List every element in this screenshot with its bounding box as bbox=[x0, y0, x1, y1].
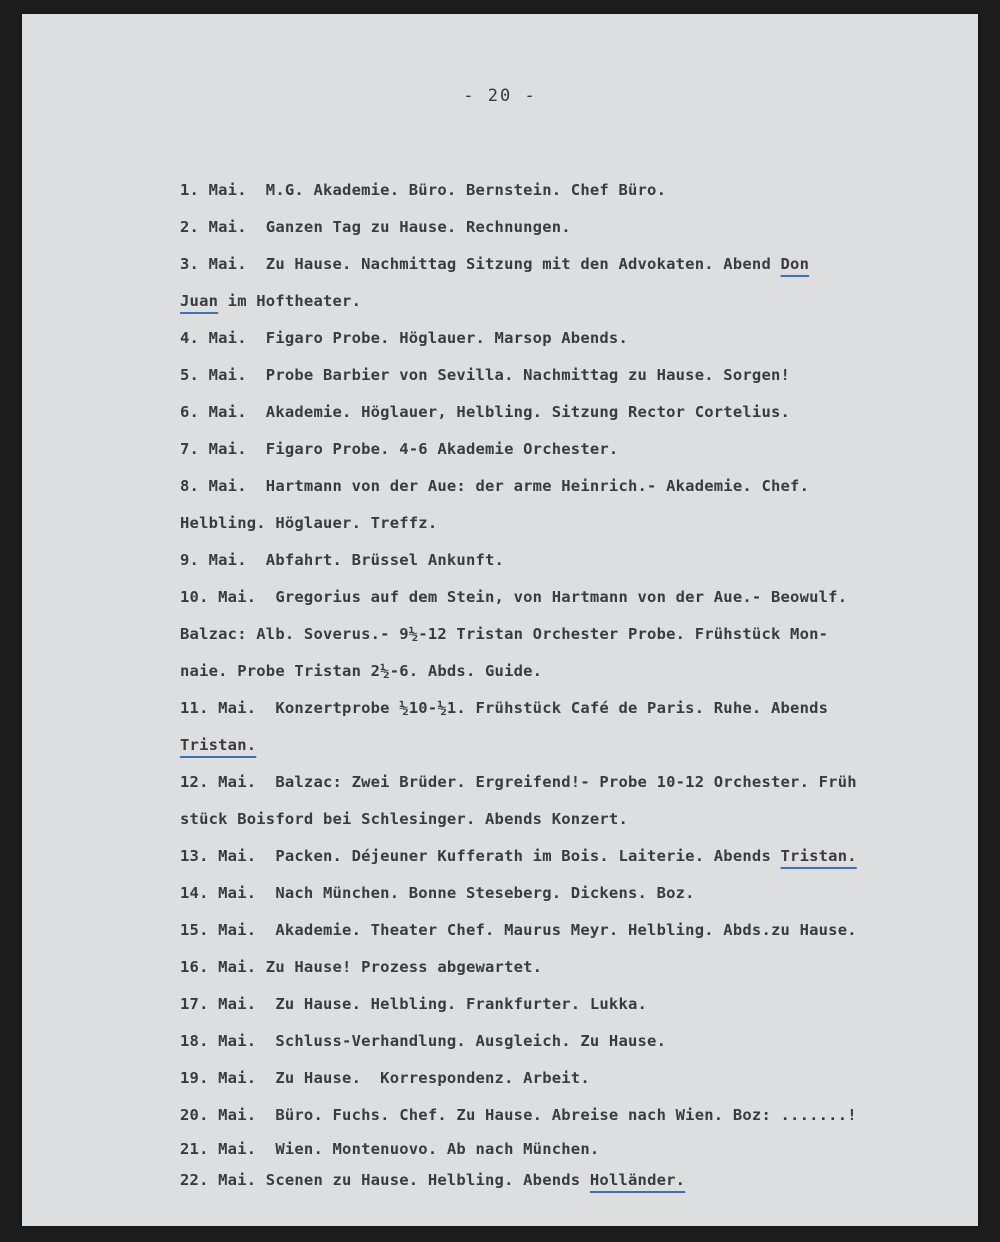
diary-line bbox=[180, 949, 970, 986]
line-text: 9. Mai. Abfahrt. Brüssel Ankunft. bbox=[180, 551, 505, 569]
diary-line bbox=[180, 431, 970, 468]
diary-line bbox=[180, 283, 970, 320]
diary-line bbox=[180, 1023, 970, 1060]
line-text: 8. Mai. Hartmann von der Aue: der arme Heinrich.- Akademie. Chef. bbox=[180, 477, 810, 495]
line-text: 12. Mai. Balzac: Zwei Brüder. Ergreifend!- Probe 10-12 Orchester. Früh bbox=[180, 773, 857, 791]
underlined-text: Holländer. bbox=[589, 1171, 686, 1189]
line-text: Balzac: Alb. Soverus.- 9½-12 Tristan Orchester Probe. Frühstück Mon- bbox=[180, 625, 829, 643]
line-text: 2. Mai. Ganzen Tag zu Hause. Rechnungen. bbox=[180, 218, 571, 236]
diary-line bbox=[180, 690, 970, 727]
document-page bbox=[22, 14, 978, 1226]
line-text: 7. Mai. Figaro Probe. 4-6 Akademie Orchester. bbox=[180, 440, 619, 458]
diary-line bbox=[180, 912, 970, 949]
line-text: 5. Mai. Probe Barbier von Sevilla. Nachmittag zu Hause. Sorgen! bbox=[180, 366, 791, 384]
diary-line bbox=[180, 838, 970, 875]
line-text: 19. Mai. Zu Hause. Korrespondenz. Arbeit. bbox=[180, 1069, 590, 1087]
diary-line bbox=[180, 875, 970, 912]
diary-line bbox=[180, 764, 970, 801]
diary-line bbox=[180, 727, 970, 764]
line-text: Helbling. Höglauer. Treffz. bbox=[180, 514, 438, 532]
page-number: - 20 - bbox=[463, 86, 537, 106]
line-text: 1. Mai. M.G. Akademie. Büro. Bernstein. Chef Büro. bbox=[180, 181, 667, 199]
line-text: 22. Mai. Scenen zu Hause. Helbling. Abends bbox=[180, 1171, 590, 1189]
diary-line bbox=[180, 1134, 970, 1165]
line-text: 6. Mai. Akademie. Höglauer, Helbling. Sitzung Rector Cortelius. bbox=[180, 403, 791, 421]
diary-line bbox=[180, 1060, 970, 1097]
line-text: 11. Mai. Konzertprobe ½10-½1. Frühstück Café de Paris. Ruhe. Abends bbox=[180, 699, 829, 717]
line-text: 15. Mai. Akademie. Theater Chef. Maurus Meyr. Helbling. Abds.zu Hause. bbox=[180, 921, 857, 939]
diary-line bbox=[180, 320, 970, 357]
diary-line bbox=[180, 246, 970, 283]
underlined-text: Tristan. bbox=[780, 847, 857, 865]
line-text: stück Boisford bei Schlesinger. Abends Konzert. bbox=[180, 810, 628, 828]
diary-line bbox=[180, 616, 970, 653]
diary-line bbox=[180, 357, 970, 394]
diary-line bbox=[180, 1097, 970, 1134]
diary-line bbox=[180, 172, 970, 209]
line-text: 14. Mai. Nach München. Bonne Steseberg. Dickens. Boz. bbox=[180, 884, 695, 902]
diary-line bbox=[180, 579, 970, 616]
line-text: 21. Mai. Wien. Montenuovo. Ab nach München. bbox=[180, 1140, 600, 1158]
line-text: im Hoftheater. bbox=[218, 292, 362, 310]
diary-line bbox=[180, 394, 970, 431]
diary-line bbox=[180, 505, 970, 542]
line-text: 13. Mai. Packen. Déjeuner Kufferath im Bois. Laiterie. Abends bbox=[180, 847, 781, 865]
diary-line bbox=[180, 986, 970, 1023]
diary-line bbox=[180, 468, 970, 505]
diary-line bbox=[180, 1165, 970, 1196]
line-text: 18. Mai. Schluss-Verhandlung. Ausgleich. Zu Hause. bbox=[180, 1032, 667, 1050]
diary-line bbox=[180, 209, 970, 246]
diary-line bbox=[180, 801, 970, 838]
line-text: 16. Mai. Zu Hause! Prozess abgewartet. bbox=[180, 958, 543, 976]
line-text: naie. Probe Tristan 2½-6. Abds. Guide. bbox=[180, 662, 543, 680]
line-text: 4. Mai. Figaro Probe. Höglauer. Marsop Abends. bbox=[180, 329, 628, 347]
diary-line bbox=[180, 542, 970, 579]
line-text: 10. Mai. Gregorius auf dem Stein, von Hartmann von der Aue.- Beowulf. bbox=[180, 588, 848, 606]
line-text: 3. Mai. Zu Hause. Nachmittag Sitzung mit den Advokaten. Abend bbox=[180, 255, 781, 273]
diary-entries bbox=[180, 172, 970, 1196]
line-text: 17. Mai. Zu Hause. Helbling. Frankfurter. Lukka. bbox=[180, 995, 648, 1013]
underlined-text: Juan bbox=[180, 292, 219, 310]
underlined-text: Tristan. bbox=[180, 736, 257, 754]
line-text: 20. Mai. Büro. Fuchs. Chef. Zu Hause. Abreise nach Wien. Boz: .......! bbox=[180, 1106, 857, 1124]
underlined-text: Don bbox=[780, 255, 810, 273]
diary-line bbox=[180, 653, 970, 690]
